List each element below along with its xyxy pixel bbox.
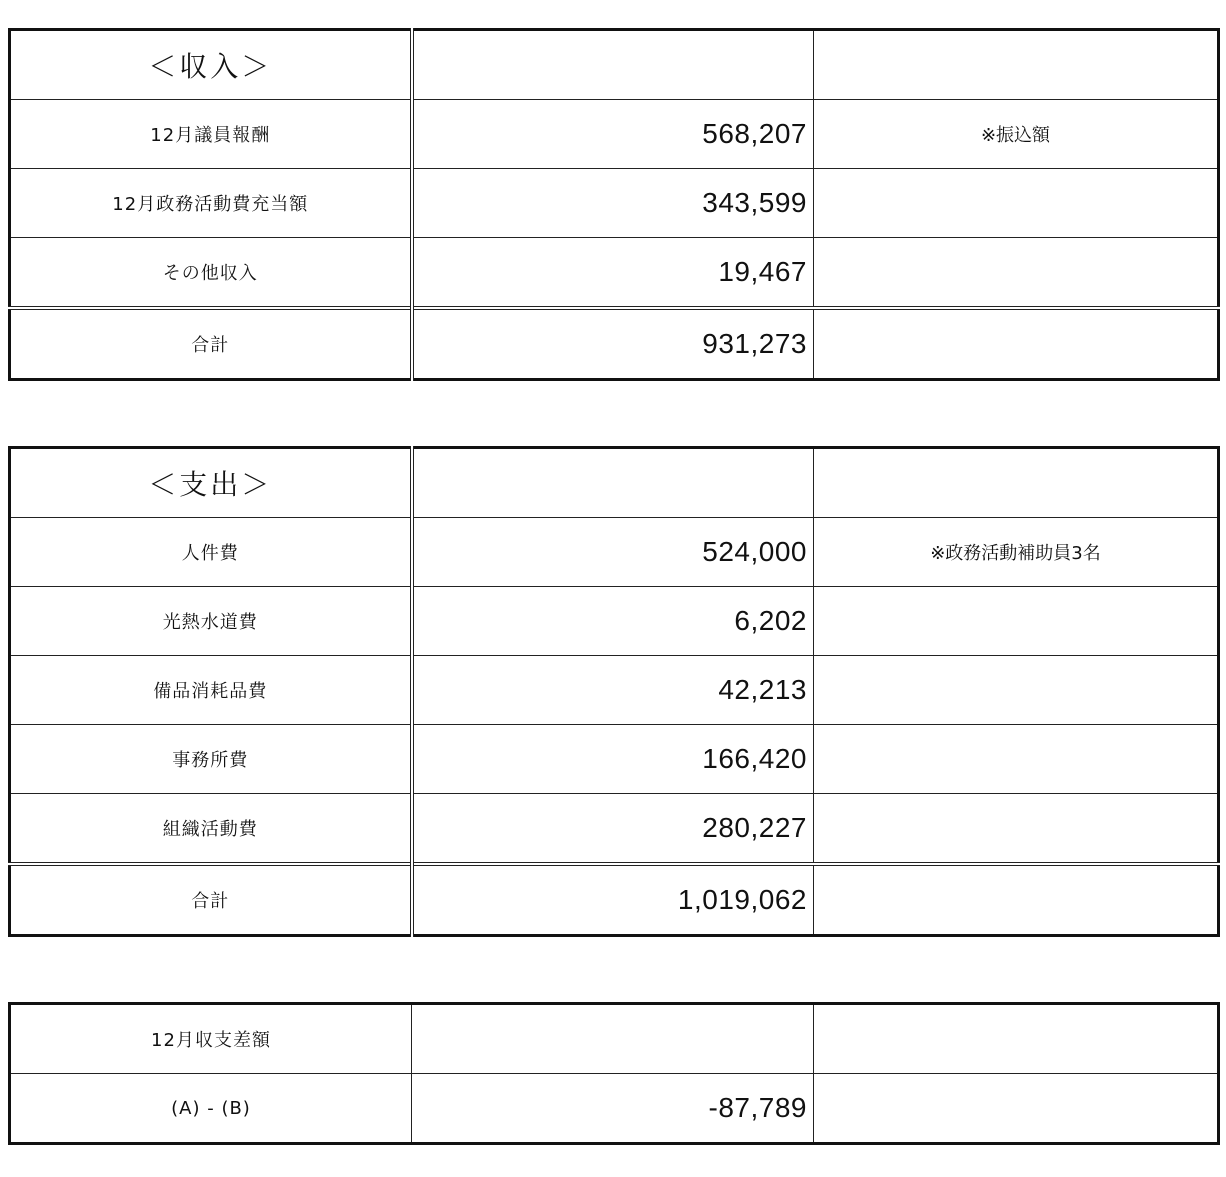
row-note: ※振込額	[814, 100, 1219, 169]
balance-table	[8, 1002, 1220, 1145]
expense-header: ＜支出＞	[10, 448, 412, 518]
empty-cell	[412, 448, 814, 518]
balance-value-row	[10, 1074, 1219, 1144]
expense-total-row	[10, 864, 1219, 936]
balance-title-row	[10, 1004, 1219, 1074]
row-amount: 524,000	[412, 518, 814, 587]
empty-cell	[412, 1004, 814, 1074]
table-row	[10, 169, 1219, 238]
row-note	[814, 238, 1219, 309]
empty-cell	[814, 864, 1219, 936]
table-row	[10, 725, 1219, 794]
table-row	[10, 518, 1219, 587]
total-label: 合計	[10, 308, 412, 380]
total-label: 合計	[10, 864, 412, 936]
row-label: 12月議員報酬	[10, 100, 412, 169]
row-label: 組織活動費	[10, 794, 412, 865]
empty-cell	[412, 30, 814, 100]
row-amount: 166,420	[412, 725, 814, 794]
income-table	[8, 28, 1220, 381]
row-note	[814, 725, 1219, 794]
table-row	[10, 794, 1219, 865]
empty-cell	[814, 1004, 1219, 1074]
row-label: 光熱水道費	[10, 587, 412, 656]
row-label: 事務所費	[10, 725, 412, 794]
expense-total-amount: 1,019,062	[412, 864, 814, 936]
balance-title: 12月収支差額	[10, 1004, 412, 1074]
row-label: 人件費	[10, 518, 412, 587]
empty-cell	[814, 308, 1219, 380]
expense-header-row	[10, 448, 1219, 518]
balance-amount: -87,789	[412, 1074, 814, 1144]
row-amount: 568,207	[412, 100, 814, 169]
row-note	[814, 794, 1219, 865]
table-row	[10, 238, 1219, 309]
row-label: 備品消耗品費	[10, 656, 412, 725]
table-row	[10, 656, 1219, 725]
table-row	[10, 100, 1219, 169]
row-note	[814, 656, 1219, 725]
income-header-row	[10, 30, 1219, 100]
income-total-row	[10, 308, 1219, 380]
table-row	[10, 587, 1219, 656]
row-amount: 42,213	[412, 656, 814, 725]
empty-cell	[814, 30, 1219, 100]
empty-cell	[814, 1074, 1219, 1144]
expense-table	[8, 446, 1220, 937]
row-note	[814, 169, 1219, 238]
row-label: 12月政務活動費充当額	[10, 169, 412, 238]
row-amount: 6,202	[412, 587, 814, 656]
row-amount: 280,227	[412, 794, 814, 865]
row-note: ※政務活動補助員3名	[814, 518, 1219, 587]
balance-formula: (A) - (B)	[10, 1074, 412, 1144]
row-note	[814, 587, 1219, 656]
empty-cell	[814, 448, 1219, 518]
row-amount: 19,467	[412, 238, 814, 309]
income-total-amount: 931,273	[412, 308, 814, 380]
row-amount: 343,599	[412, 169, 814, 238]
row-label: その他収入	[10, 238, 412, 309]
income-header: ＜収入＞	[10, 30, 412, 100]
